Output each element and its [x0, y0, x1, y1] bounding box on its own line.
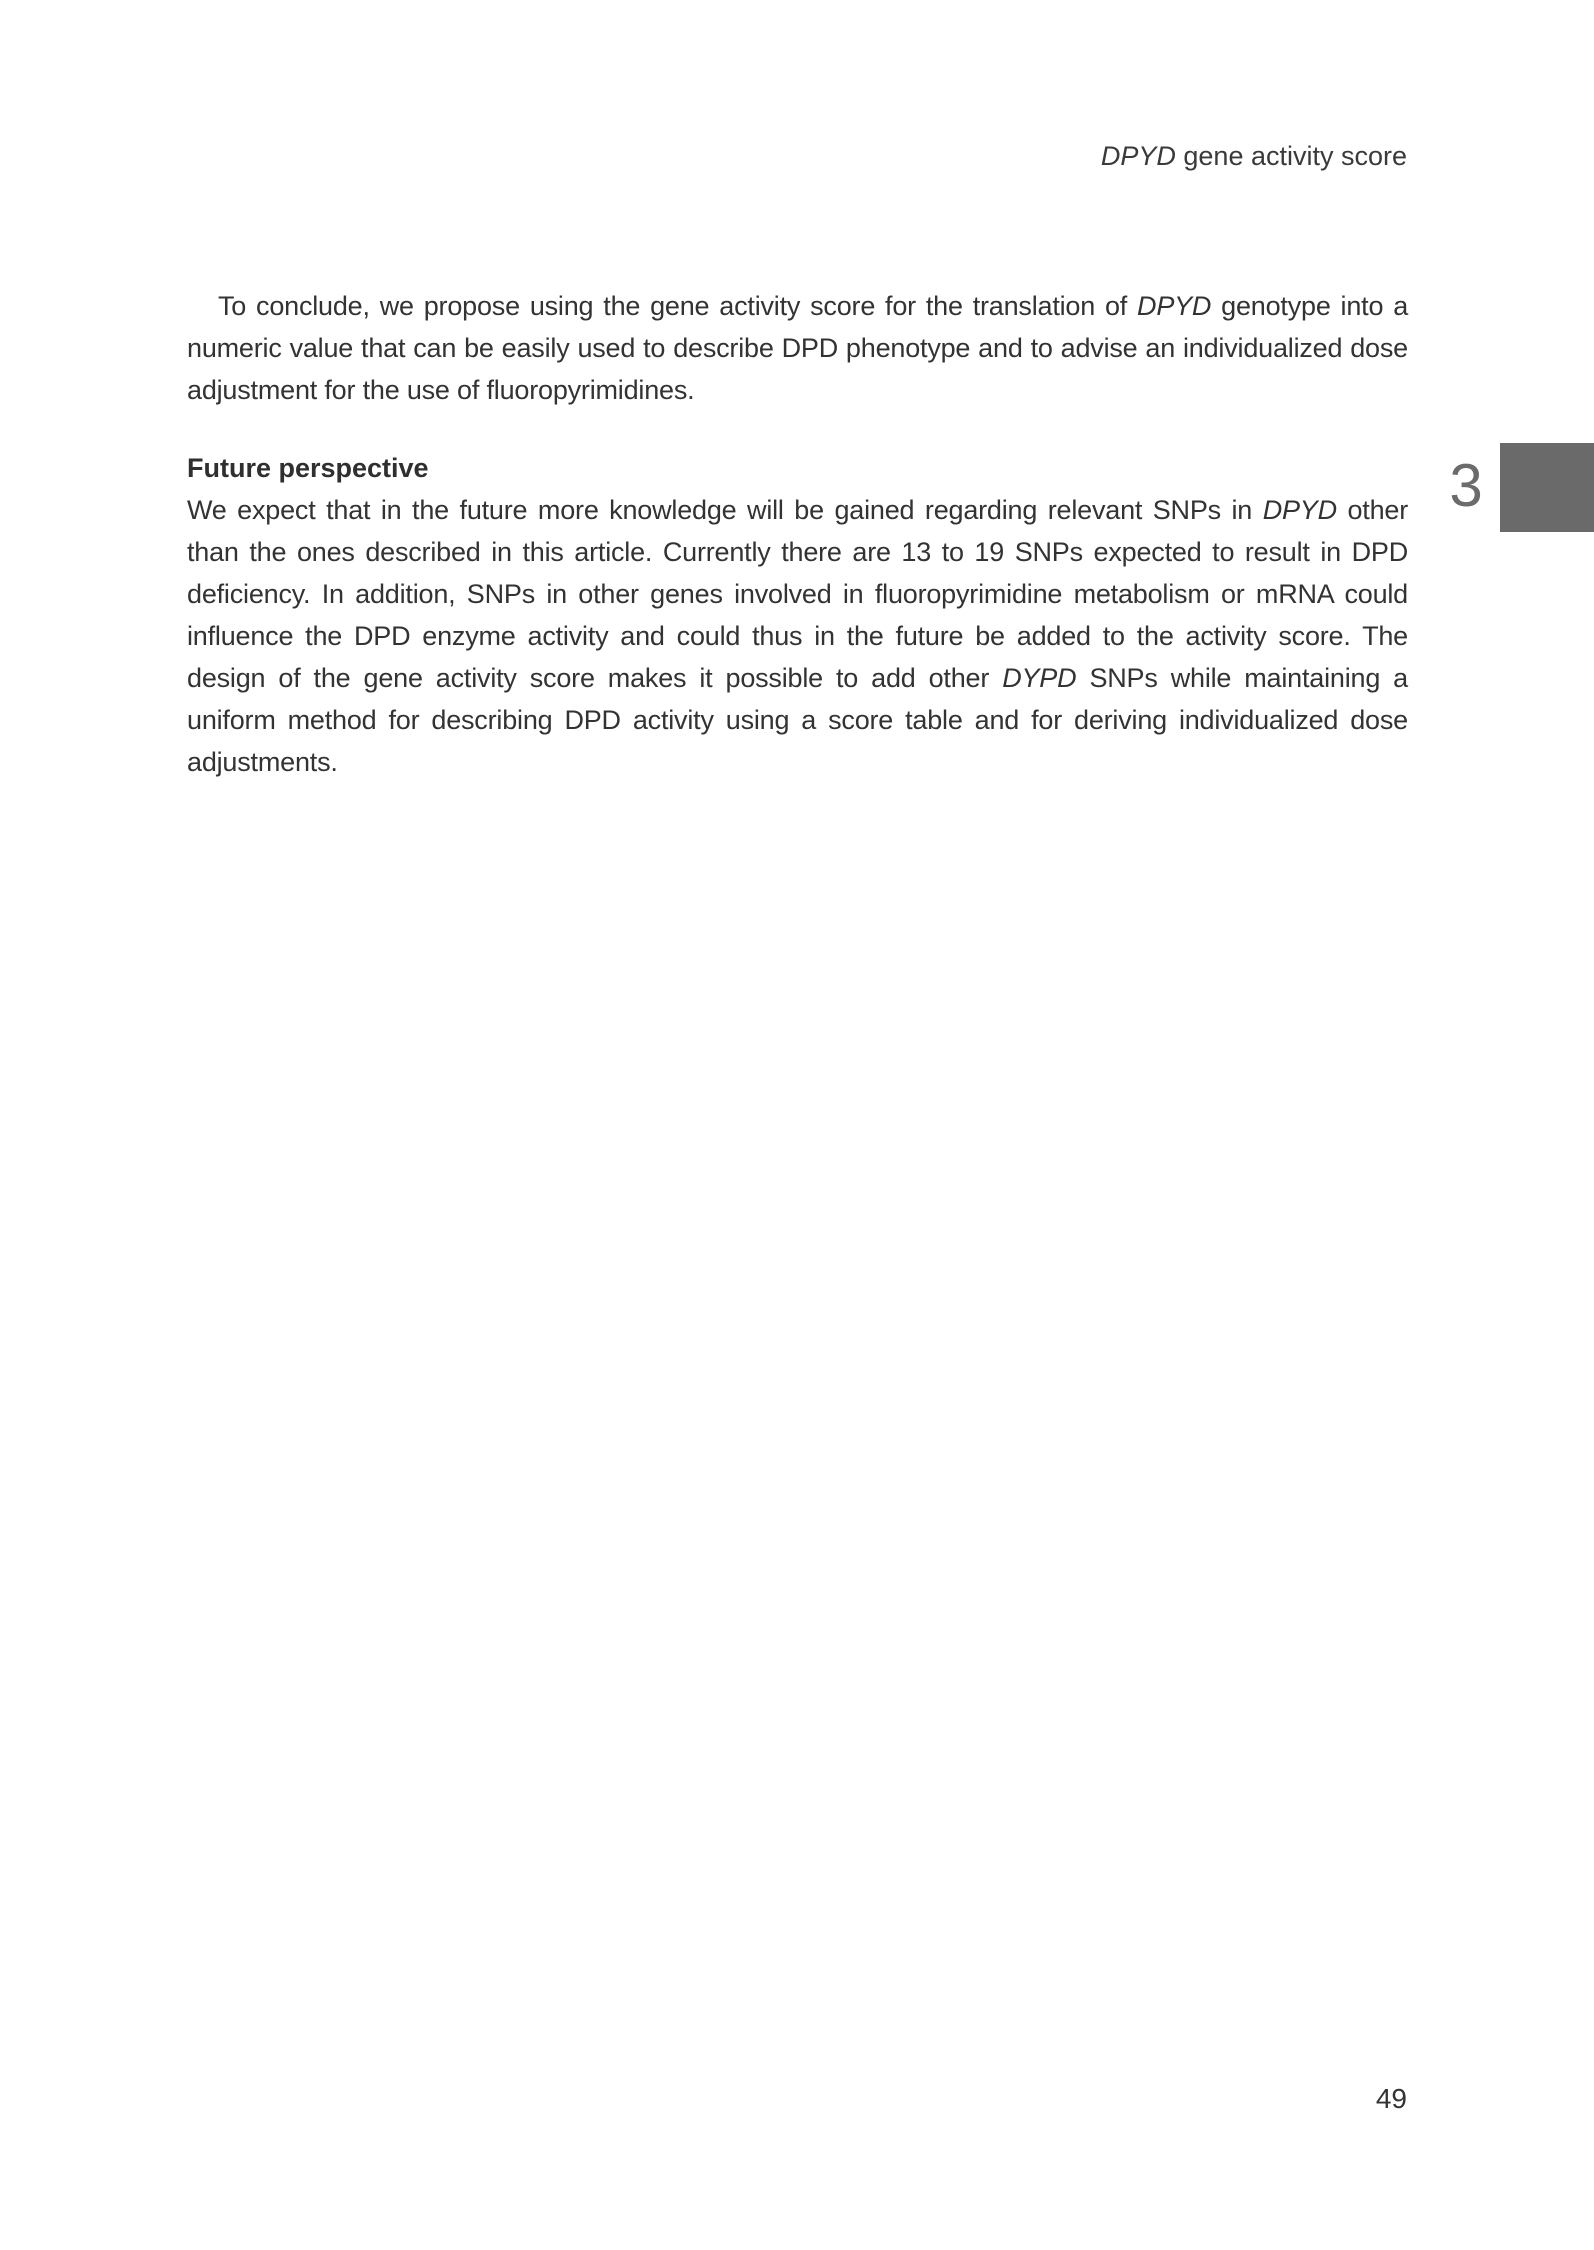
chapter-number: 3 — [1449, 452, 1483, 519]
body-text-block — [187, 285, 1408, 783]
section-heading: Future perspective — [187, 453, 429, 483]
conclusion-paragraph: To conclude, we propose using the gene activity score for the translation of DPYD genotype into a numeric value that can be easily used to describe DPD phenotype and to advise an individualized dose adjustment for the use of fluoropyrimidines. — [187, 291, 1409, 405]
future-perspective-paragraph: We expect that in the future more knowledge will be gained regarding relevant SNPs in DPYD other than the ones described in this article. Currently there are 13 to 19 SNPs expected to result in DPD deficiency. In addition, SNPs in other genes involved in fluoropyrimidine metabolism or mRNA could influence the DPD enzyme activity and could thus in the future be added to the activity score. The design of the gene activity score makes it possible to add other DYPD SNPs while maintaining a uniform method for describing DPD activity using a score table and for deriving individualized dose adjustments. — [187, 495, 1409, 777]
running-header: DPYD gene activity score — [1100, 141, 1407, 171]
chapter-tab-marker — [1500, 443, 1594, 532]
page-number: 49 — [1375, 2083, 1407, 2114]
